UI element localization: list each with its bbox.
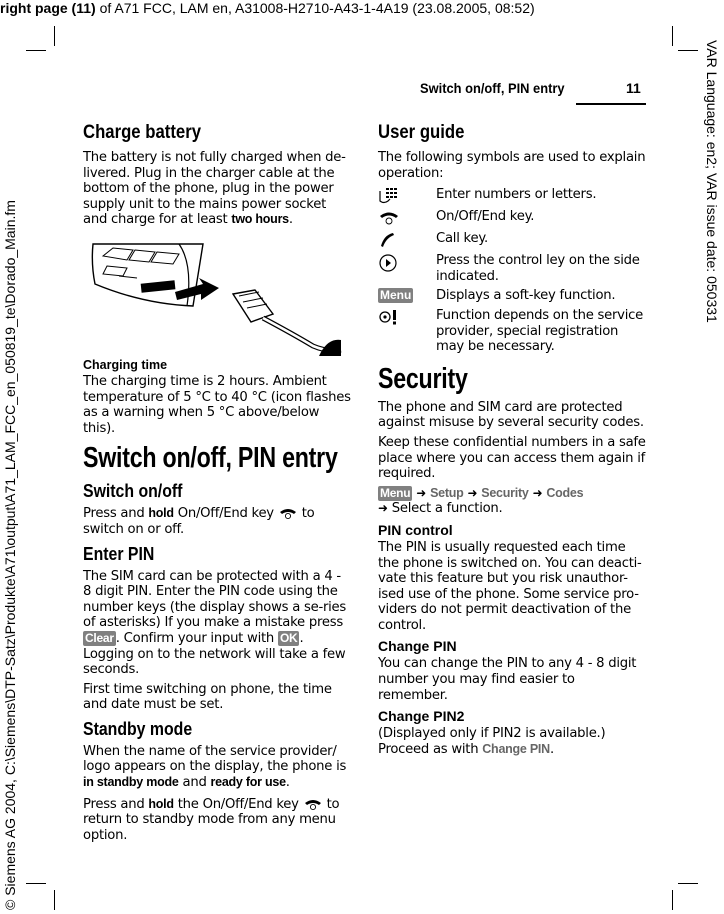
symbol-description: On/Off/End key. (436, 209, 535, 225)
charger-illustration (83, 234, 343, 356)
document-id-bold: right page (11) (0, 0, 96, 16)
symbol-description: Displays a soft-key function. (436, 288, 616, 304)
menu-path (378, 486, 646, 517)
crop-mark (678, 50, 698, 51)
change-pin2-heading: Change PIN2 (378, 708, 465, 725)
path-select-text: Select a function. (391, 501, 503, 517)
charge-battery-text: The battery is not fully charged when de-livered. Plug in the charger cable at the bottom of the phone, plug in the power supply unit to the mains power socket and charge for at least two hours. (83, 150, 346, 228)
menu-softkey: Menu (380, 485, 411, 500)
change-pin2-text: (Displayed only if PIN2 is available.) Proceed as with Change PIN. (378, 726, 606, 757)
right-column (378, 120, 646, 761)
crop-mark (54, 890, 55, 910)
running-header-title: Switch on/off, PIN entry (420, 80, 565, 96)
crop-mark (672, 890, 673, 910)
symbol-row (378, 308, 646, 355)
keypad-icon (378, 187, 400, 205)
standby-text: When the name of the service provider/ logo appears on the display, the phone is in standby mode and ready for use. (83, 743, 347, 791)
change-pin-heading: Change PIN (378, 638, 457, 655)
switch-on-off-pin-heading: Switch on/off, PIN entry (83, 442, 338, 475)
pin-control-text: The PIN is usually requested each time the phone is switched on. You can deacti-vate this feature but you risk unauthor-ised use of the phone. Some service pro-viders do not permit deactivation of the control. (378, 539, 642, 633)
document-id-rest: of A71 FCC, LAM en, A31008-H2710-A43-1-4A19 (23.08.2005, 08:52) (95, 0, 535, 16)
left-margin-label (0, 170, 20, 910)
end-key-icon (303, 797, 323, 811)
provider-icon (378, 308, 402, 326)
arrow-icon: ➜ (532, 485, 543, 500)
page-number: 11 (626, 80, 641, 96)
menu-softkey-icon: Menu (380, 288, 412, 303)
symbol-row (378, 187, 646, 205)
symbol-description: Enter numbers or letters. (436, 187, 597, 203)
control-key-icon (378, 253, 400, 273)
left-column (83, 120, 351, 847)
arrow-icon: ➜ (467, 485, 478, 500)
clear-softkey: Clear (85, 630, 114, 645)
ok-softkey: OK (279, 630, 298, 645)
document-id-line (0, 0, 535, 16)
security-keep-text: Keep these confidential numbers in a safe place where you can access them again if required. (378, 434, 646, 482)
end-key-icon (278, 506, 298, 520)
symbol-description: Function depends on the service provider, special registration may be necessary. (436, 307, 643, 355)
symbol-row (378, 209, 646, 227)
symbol-row (378, 253, 646, 284)
symbol-description: Press the control ley on the side indicated. (436, 253, 640, 284)
switch-on-off-text: Press and hold On/Off/End key to switch on or off. (83, 506, 315, 537)
crop-mark (54, 26, 55, 46)
enter-pin-heading: Enter PIN (83, 543, 155, 564)
call-key-icon (378, 231, 400, 249)
charging-time-heading: Charging time (83, 357, 168, 372)
standby-return-text: Press and hold the On/Off/End key to return to standby mode from any menu option. (83, 796, 340, 843)
symbol-row (378, 231, 646, 249)
crop-mark (26, 883, 46, 884)
charging-time-text: The charging time is 2 hours. Ambient temperature of 5 °C to 40 °C (icon flashes as a warning when 5 °C above/below this). (83, 373, 351, 436)
enter-pin-text: The SIM card can be protected with a 4 - 8 digit PIN. Enter the PIN code using the number keys (the display shows a se-ries of asterisks) If you make a mistake press Clear . Confirm your input with OK . Logging on to the network will take a few seconds. (83, 568, 347, 678)
var-language-text: VAR Language: en2; VAR issue date: 050331 (704, 40, 720, 323)
switch-on-off-heading: Switch on/off (83, 481, 183, 502)
security-heading: Security (378, 362, 468, 395)
arrow-icon: ➜ (416, 485, 427, 500)
pin-control-heading: PIN control (378, 521, 453, 538)
security-text: The phone and SIM card are protected against misuse by several security codes. (378, 399, 644, 431)
path-security: Security (481, 485, 529, 500)
user-guide-heading: User guide (378, 122, 465, 143)
path-codes: Codes (546, 485, 584, 500)
header-rule (576, 103, 646, 105)
crop-mark (672, 26, 673, 46)
charge-battery-heading: Charge battery (83, 122, 202, 143)
standby-mode-heading: Standby mode (83, 718, 193, 739)
end-key-icon (378, 209, 400, 227)
path-setup: Setup (430, 485, 464, 500)
user-guide-text: The following symbols are used to explain operation: (378, 150, 646, 181)
first-time-text: First time switching on phone, the time and date must be set. (83, 681, 332, 713)
right-margin-label (702, 40, 722, 510)
crop-mark (26, 50, 46, 51)
arrow-icon: ➜ (378, 501, 388, 516)
crop-mark (678, 883, 698, 884)
symbol-row (378, 288, 646, 304)
change-pin-text: You can change the PIN to any 4 - 8 digit number you may find easier to remember. (378, 656, 637, 703)
symbol-description: Call key. (436, 231, 488, 247)
file-path-text: © Siemens AG 2004, C:\Siemens\DTP-Satz\Produkte\A71\output\A71_LAM_FCC_en_050819_te\Dorado_Main.fm (2, 200, 18, 910)
